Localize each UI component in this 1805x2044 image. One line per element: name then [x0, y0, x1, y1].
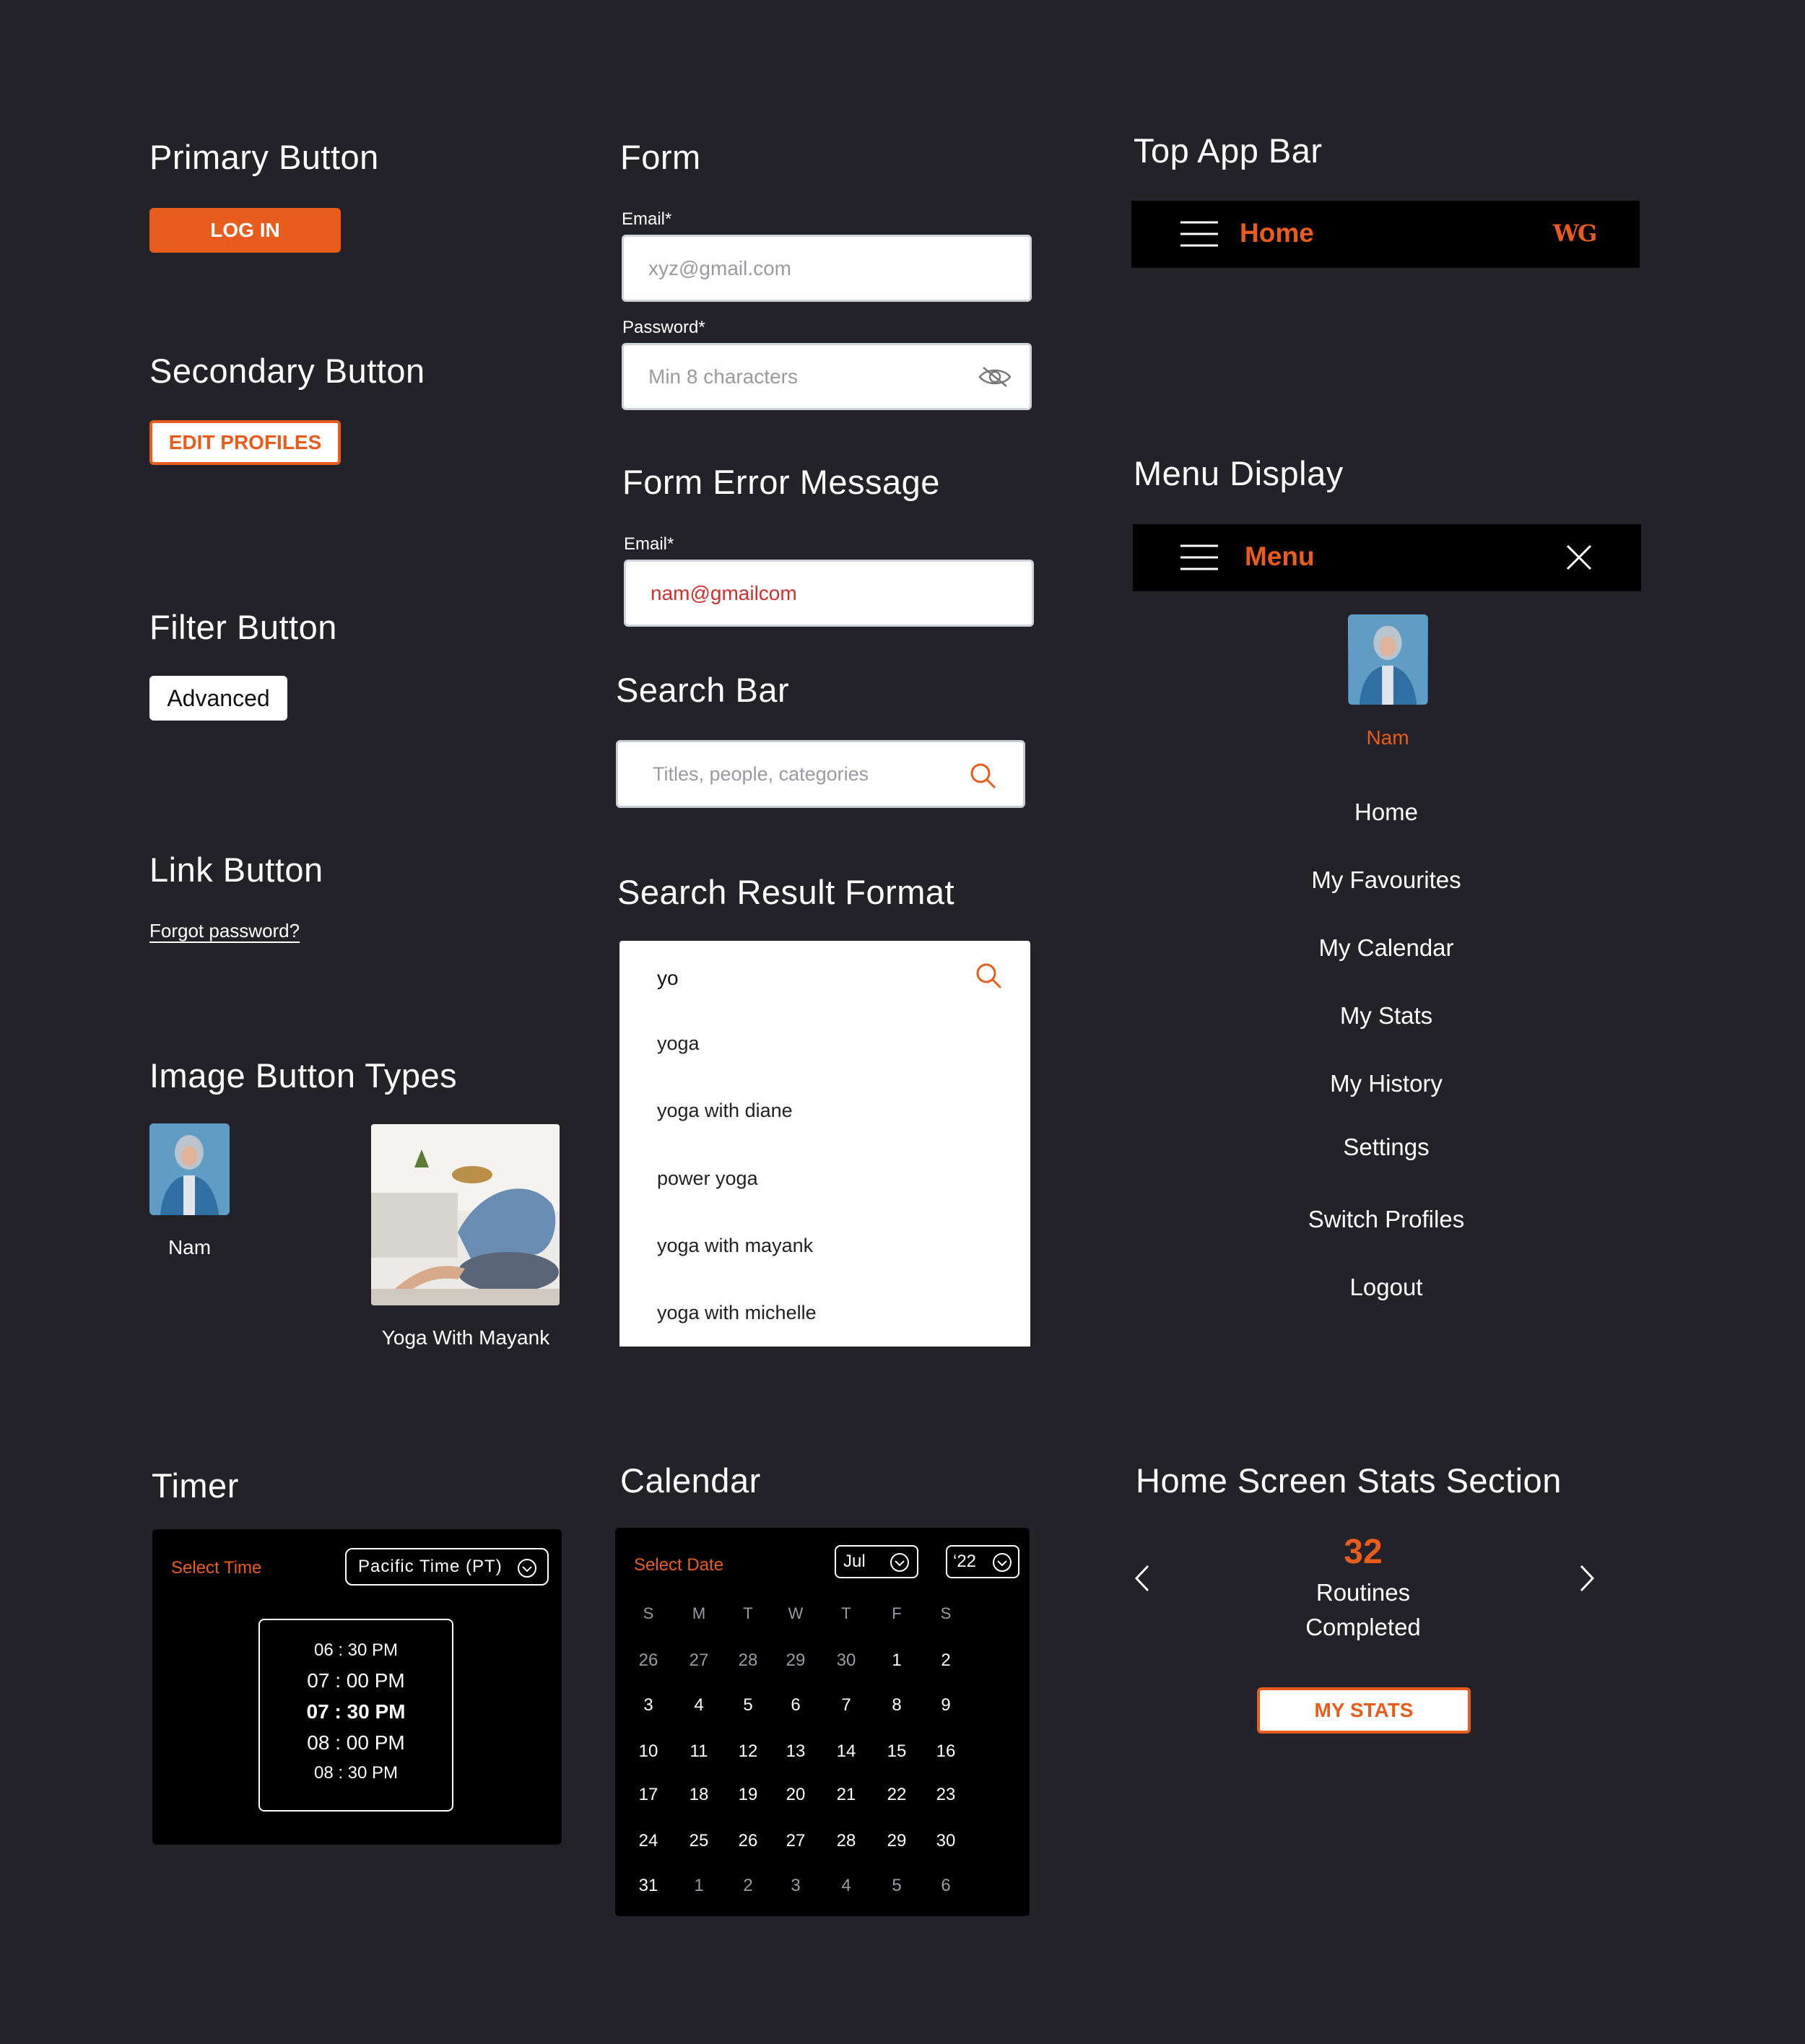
hamburger-menu-icon[interactable]: [1180, 543, 1218, 572]
calendar-day-outside-month[interactable]: 26: [638, 1651, 658, 1670]
menu-title: Menu: [1245, 542, 1315, 571]
login-button[interactable]: LOG IN: [149, 208, 341, 253]
timer-card: [152, 1529, 562, 1845]
search-result-item[interactable]: yoga with diane: [657, 1100, 793, 1121]
calendar-day[interactable]: 31: [638, 1876, 658, 1895]
calendar-day-outside-month[interactable]: 2: [743, 1876, 753, 1895]
heading-timer: Timer: [152, 1466, 239, 1505]
stats-label-line2: Completed: [1305, 1614, 1421, 1640]
search-icon[interactable]: [968, 761, 997, 790]
weekday-header: T: [743, 1604, 753, 1622]
search-result-item[interactable]: power yoga: [657, 1167, 758, 1189]
calendar-day[interactable]: 16: [936, 1741, 956, 1761]
calendar-day[interactable]: 2: [941, 1651, 951, 1670]
forgot-password-link[interactable]: Forgot password?: [149, 920, 300, 941]
weekday-header: T: [841, 1604, 851, 1622]
calendar-day-outside-month[interactable]: 27: [689, 1651, 709, 1670]
calendar-day[interactable]: 18: [689, 1785, 709, 1804]
calendar-day[interactable]: 30: [936, 1831, 956, 1851]
error-email-field[interactable]: [624, 560, 1034, 627]
calendar-day-outside-month[interactable]: 1: [694, 1876, 704, 1895]
heading-primary-button: Primary Button: [149, 138, 379, 176]
calendar-day-outside-month[interactable]: 3: [791, 1876, 801, 1895]
calendar-day[interactable]: 5: [743, 1695, 753, 1715]
menu-profile-name: Nam: [1366, 726, 1409, 749]
menu-item-logout[interactable]: Logout: [1349, 1274, 1423, 1300]
menu-item-settings[interactable]: Settings: [1343, 1134, 1430, 1160]
password-placeholder: Min 8 characters: [648, 365, 798, 388]
calendar-card: [615, 1528, 1030, 1916]
month-value: Jul: [843, 1552, 866, 1571]
calendar-day-outside-month[interactable]: 4: [841, 1876, 851, 1895]
person-avatar-icon: [149, 1123, 230, 1215]
email-field[interactable]: [622, 235, 1032, 302]
my-stats-button[interactable]: MY STATS: [1257, 1687, 1471, 1734]
select-date-label: Select Date: [634, 1555, 724, 1575]
calendar-day[interactable]: 17: [638, 1785, 658, 1804]
calendar-day[interactable]: 23: [936, 1785, 956, 1804]
heading-filter-button: Filter Button: [149, 608, 337, 646]
year-value: ‘22: [953, 1552, 977, 1571]
menu-item-history[interactable]: My History: [1330, 1070, 1443, 1097]
time-option-selected[interactable]: 07 : 30 PM: [306, 1700, 406, 1723]
wg-logo: [1553, 219, 1596, 247]
heading-menu-display: Menu Display: [1134, 454, 1344, 492]
search-result-item[interactable]: yoga with mayank: [657, 1235, 814, 1256]
calendar-day-outside-month[interactable]: 6: [941, 1876, 951, 1895]
close-icon[interactable]: [1566, 544, 1592, 570]
time-option[interactable]: 08 : 30 PM: [313, 1763, 399, 1783]
chevron-down-icon: [992, 1552, 1012, 1573]
calendar-day[interactable]: 1: [892, 1651, 902, 1670]
calendar-day[interactable]: 22: [887, 1785, 907, 1804]
select-time-label: Select Time: [171, 1558, 262, 1578]
heading-calendar: Calendar: [620, 1461, 761, 1500]
search-icon[interactable]: [974, 961, 1003, 990]
calendar-day[interactable]: 12: [738, 1741, 758, 1761]
search-result-item[interactable]: yoga with michelle: [657, 1302, 817, 1323]
month-select[interactable]: [835, 1545, 918, 1578]
search-result-item[interactable]: yoga: [657, 1032, 700, 1054]
search-placeholder: Titles, people, categories: [653, 762, 869, 785]
error-email-label: Email*: [624, 534, 674, 554]
calendar-day[interactable]: 26: [738, 1831, 758, 1851]
chevron-right-icon[interactable]: [1578, 1564, 1596, 1593]
calendar-day[interactable]: 11: [690, 1741, 708, 1761]
heading-secondary-button: Secondary Button: [149, 352, 425, 390]
search-query[interactable]: yo: [657, 967, 679, 989]
person-avatar-icon: [1348, 614, 1428, 705]
calendar-day[interactable]: 19: [738, 1785, 758, 1804]
calendar-day[interactable]: 9: [941, 1695, 951, 1715]
heading-form: Form: [620, 138, 701, 176]
calendar-day-outside-month[interactable]: 5: [892, 1876, 902, 1895]
class-image-label: Yoga With Mayank: [381, 1326, 550, 1349]
email-placeholder: xyz@gmail.com: [648, 256, 792, 279]
eye-off-icon[interactable]: [978, 365, 1012, 388]
calendar-day[interactable]: 3: [643, 1695, 653, 1715]
error-email-value: nam@gmailcom: [651, 581, 797, 604]
calendar-day[interactable]: 6: [791, 1695, 801, 1715]
calendar-day-outside-month[interactable]: 29: [786, 1651, 806, 1670]
time-option[interactable]: 06 : 30 PM: [313, 1640, 399, 1660]
calendar-day[interactable]: 4: [694, 1695, 704, 1715]
weekday-header: W: [788, 1604, 804, 1622]
chevron-left-icon[interactable]: [1134, 1564, 1151, 1593]
menu-item-home[interactable]: Home: [1354, 799, 1419, 825]
stats-value: 32: [1344, 1533, 1383, 1571]
menu-item-favourites[interactable]: My Favourites: [1311, 866, 1461, 893]
email-label: Email*: [622, 209, 672, 229]
menu-item-stats[interactable]: My Stats: [1339, 1002, 1433, 1029]
top-app-bar-title: Home: [1240, 218, 1314, 248]
calendar-day[interactable]: 20: [786, 1785, 806, 1804]
heading-top-app-bar: Top App Bar: [1134, 131, 1323, 170]
menu-item-calendar[interactable]: My Calendar: [1318, 934, 1454, 961]
advanced-filter-button[interactable]: Advanced: [149, 676, 287, 721]
calendar-day[interactable]: 21: [836, 1785, 856, 1804]
logo-text: WG: [1553, 219, 1596, 247]
search-results-panel: [619, 941, 1030, 1347]
top-app-bar: [1131, 201, 1640, 268]
calendar-day[interactable]: 25: [689, 1831, 709, 1851]
calendar-day[interactable]: 14: [836, 1741, 856, 1761]
chevron-down-icon: [890, 1552, 910, 1573]
timezone-select[interactable]: [345, 1548, 549, 1586]
chevron-down-icon: [517, 1558, 537, 1578]
timezone-value: Pacific Time (PT): [358, 1557, 503, 1576]
search-input[interactable]: [616, 740, 1025, 808]
calendar-day[interactable]: 24: [638, 1831, 658, 1851]
password-field[interactable]: [622, 343, 1032, 410]
time-picker-wheel[interactable]: [258, 1619, 453, 1812]
profile-image-button[interactable]: [149, 1123, 230, 1215]
heading-stats-section: Home Screen Stats Section: [1136, 1461, 1562, 1500]
calendar-day-outside-month[interactable]: 30: [836, 1651, 856, 1670]
hamburger-menu-icon[interactable]: [1180, 219, 1218, 248]
heading-form-error: Form Error Message: [622, 463, 940, 501]
heading-search-result: Search Result Format: [617, 873, 955, 911]
time-option[interactable]: 07 : 00 PM: [307, 1669, 405, 1692]
calendar-day[interactable]: 13: [786, 1741, 806, 1761]
weekday-header: S: [643, 1604, 654, 1622]
weekday-header: S: [940, 1604, 952, 1622]
calendar-day[interactable]: 15: [887, 1741, 907, 1761]
calendar-day[interactable]: 28: [836, 1831, 856, 1851]
heading-link-button: Link Button: [149, 851, 323, 889]
yoga-class-thumbnail-icon: [371, 1124, 560, 1305]
heading-image-button-types: Image Button Types: [149, 1056, 458, 1095]
weekday-header: F: [892, 1604, 902, 1622]
menu-bar: [1133, 524, 1641, 591]
edit-profiles-button[interactable]: EDIT PROFILES: [149, 420, 341, 465]
weekday-header: M: [692, 1604, 706, 1622]
class-image-button[interactable]: [371, 1124, 560, 1305]
calendar-day[interactable]: 27: [786, 1831, 806, 1851]
profile-image-label: Nam: [168, 1236, 212, 1258]
password-label: Password*: [622, 318, 705, 337]
calendar-day[interactable]: 7: [841, 1695, 851, 1715]
calendar-day[interactable]: 10: [638, 1741, 658, 1761]
time-option[interactable]: 08 : 00 PM: [307, 1731, 405, 1754]
heading-search-bar: Search Bar: [616, 671, 790, 709]
stats-label-line1: Routines: [1315, 1579, 1411, 1606]
calendar-day-outside-month[interactable]: 28: [738, 1651, 758, 1670]
calendar-day[interactable]: 8: [892, 1695, 902, 1715]
year-select[interactable]: [946, 1545, 1019, 1578]
calendar-day[interactable]: 29: [887, 1831, 907, 1851]
menu-profile-avatar[interactable]: [1348, 614, 1428, 705]
menu-item-switch-profiles[interactable]: Switch Profiles: [1308, 1206, 1465, 1232]
